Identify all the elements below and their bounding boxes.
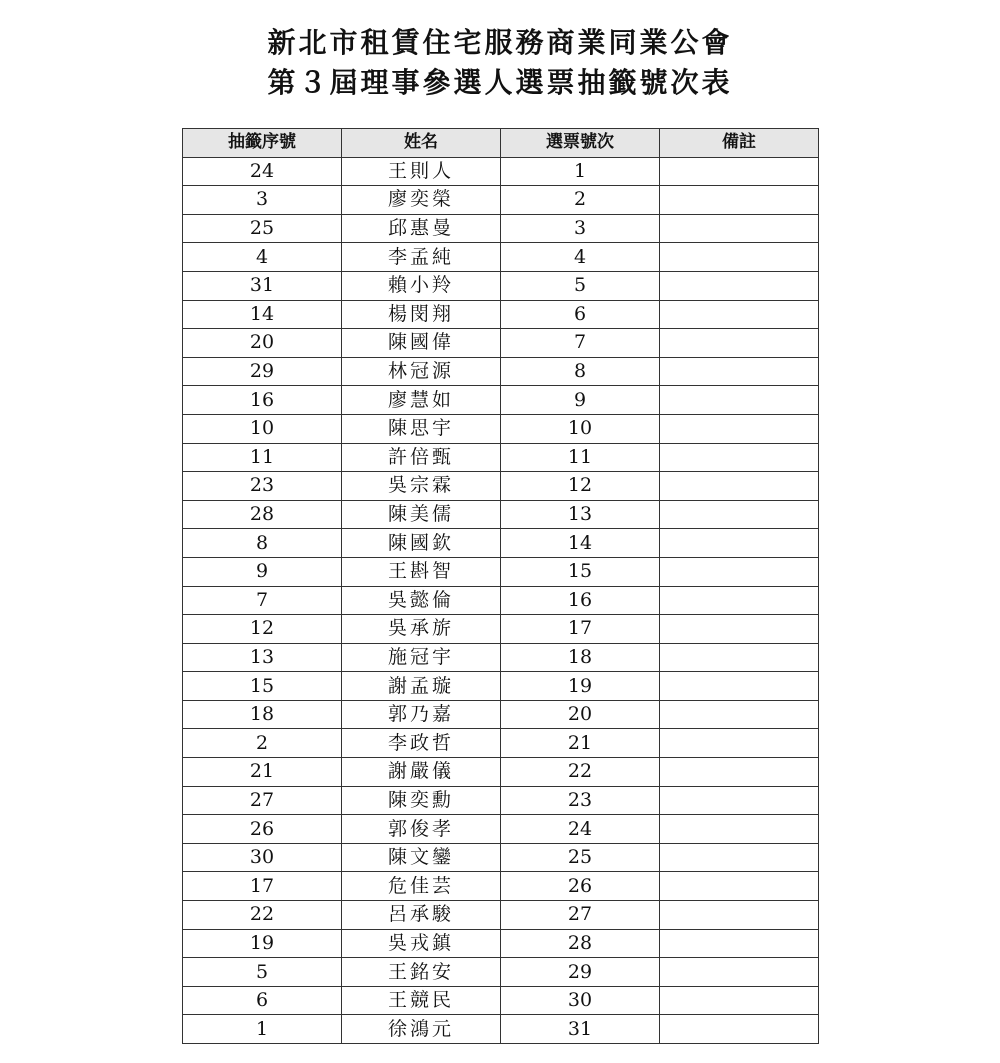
cell-remarks [660, 1015, 819, 1044]
cell-draw-number: 19 [183, 929, 342, 958]
cell-name: 王則人 [342, 157, 501, 186]
table-row [183, 500, 819, 529]
table-row [183, 586, 819, 615]
cell-ballot-number: 25 [501, 843, 660, 872]
cell-ballot-number: 21 [501, 729, 660, 758]
table-row [183, 958, 819, 987]
cell-remarks [660, 586, 819, 615]
cell-ballot-number: 12 [501, 472, 660, 501]
cell-remarks [660, 901, 819, 930]
cell-name: 謝孟璇 [342, 672, 501, 701]
table-row [183, 672, 819, 701]
cell-remarks [660, 758, 819, 787]
cell-name: 陳國偉 [342, 329, 501, 358]
table-row [183, 1015, 819, 1044]
cell-ballot-number: 13 [501, 500, 660, 529]
cell-name: 王銘安 [342, 958, 501, 987]
cell-name: 邱惠曼 [342, 214, 501, 243]
header-name: 姓名 [342, 129, 501, 158]
cell-name: 郭俊孝 [342, 815, 501, 844]
cell-remarks [660, 615, 819, 644]
cell-remarks [660, 300, 819, 329]
cell-ballot-number: 19 [501, 672, 660, 701]
cell-ballot-number: 11 [501, 443, 660, 472]
cell-ballot-number: 8 [501, 357, 660, 386]
table-row [183, 157, 819, 186]
table-row [183, 214, 819, 243]
cell-remarks [660, 815, 819, 844]
cell-ballot-number: 30 [501, 986, 660, 1015]
table-row [183, 472, 819, 501]
table-row [183, 872, 819, 901]
cell-remarks [660, 786, 819, 815]
header-draw-number: 抽籤序號 [183, 129, 342, 158]
document-title-line1: 新北市租賃住宅服務商業同業公會 [267, 26, 733, 59]
cell-ballot-number: 17 [501, 615, 660, 644]
cell-ballot-number: 28 [501, 929, 660, 958]
table-row [183, 700, 819, 729]
table-row [183, 929, 819, 958]
cell-draw-number: 10 [183, 414, 342, 443]
cell-draw-number: 3 [183, 186, 342, 215]
cell-draw-number: 26 [183, 815, 342, 844]
cell-name: 郭乃嘉 [342, 700, 501, 729]
cell-draw-number: 8 [183, 529, 342, 558]
cell-draw-number: 29 [183, 357, 342, 386]
cell-draw-number: 7 [183, 586, 342, 615]
table-row [183, 443, 819, 472]
cell-draw-number: 28 [183, 500, 342, 529]
table-row [183, 729, 819, 758]
cell-name: 林冠源 [342, 357, 501, 386]
cell-name: 李政哲 [342, 729, 501, 758]
cell-ballot-number: 1 [501, 157, 660, 186]
cell-draw-number: 2 [183, 729, 342, 758]
cell-remarks [660, 243, 819, 272]
cell-name: 徐鴻元 [342, 1015, 501, 1044]
cell-draw-number: 1 [183, 1015, 342, 1044]
cell-remarks [660, 500, 819, 529]
cell-name: 陳文鑾 [342, 843, 501, 872]
table-row [183, 901, 819, 930]
cell-remarks [660, 357, 819, 386]
header-remarks: 備註 [660, 129, 819, 158]
cell-name: 陳奕勳 [342, 786, 501, 815]
cell-draw-number: 20 [183, 329, 342, 358]
cell-remarks [660, 643, 819, 672]
cell-ballot-number: 10 [501, 414, 660, 443]
cell-name: 廖慧如 [342, 386, 501, 415]
cell-draw-number: 22 [183, 901, 342, 930]
cell-draw-number: 21 [183, 758, 342, 787]
cell-remarks [660, 186, 819, 215]
cell-remarks [660, 872, 819, 901]
table-row [183, 843, 819, 872]
cell-ballot-number: 26 [501, 872, 660, 901]
table-row [183, 186, 819, 215]
cell-name: 廖奕榮 [342, 186, 501, 215]
cell-draw-number: 5 [183, 958, 342, 987]
cell-ballot-number: 5 [501, 271, 660, 300]
table-header-row [183, 129, 819, 158]
cell-ballot-number: 20 [501, 700, 660, 729]
cell-ballot-number: 23 [501, 786, 660, 815]
table-row [183, 557, 819, 586]
cell-remarks [660, 214, 819, 243]
cell-ballot-number: 15 [501, 557, 660, 586]
table-row [183, 271, 819, 300]
cell-draw-number: 12 [183, 615, 342, 644]
cell-name: 陳思宇 [342, 414, 501, 443]
cell-remarks [660, 472, 819, 501]
cell-draw-number: 13 [183, 643, 342, 672]
cell-ballot-number: 4 [501, 243, 660, 272]
cell-draw-number: 11 [183, 443, 342, 472]
cell-ballot-number: 3 [501, 214, 660, 243]
cell-draw-number: 15 [183, 672, 342, 701]
table-row [183, 414, 819, 443]
cell-draw-number: 18 [183, 700, 342, 729]
cell-name: 危佳芸 [342, 872, 501, 901]
cell-draw-number: 17 [183, 872, 342, 901]
cell-name: 呂承駿 [342, 901, 501, 930]
cell-name: 吳懿倫 [342, 586, 501, 615]
cell-name: 謝嚴儀 [342, 758, 501, 787]
cell-name: 王斟智 [342, 557, 501, 586]
cell-remarks [660, 271, 819, 300]
cell-name: 吳宗霖 [342, 472, 501, 501]
cell-remarks [660, 557, 819, 586]
cell-draw-number: 24 [183, 157, 342, 186]
cell-draw-number: 6 [183, 986, 342, 1015]
cell-name: 陳國欽 [342, 529, 501, 558]
cell-draw-number: 16 [183, 386, 342, 415]
table-row [183, 386, 819, 415]
document-title-line2: 第３屆理事參選人選票抽籤號次表 [267, 66, 733, 99]
cell-draw-number: 4 [183, 243, 342, 272]
cell-ballot-number: 9 [501, 386, 660, 415]
cell-name: 楊閔翔 [342, 300, 501, 329]
cell-remarks [660, 329, 819, 358]
cell-remarks [660, 729, 819, 758]
cell-name: 吳戎鎮 [342, 929, 501, 958]
cell-remarks [660, 929, 819, 958]
table-row [183, 758, 819, 787]
table-row [183, 243, 819, 272]
table-row [183, 786, 819, 815]
cell-name: 賴小羚 [342, 271, 501, 300]
cell-name: 許倍甄 [342, 443, 501, 472]
cell-remarks [660, 700, 819, 729]
table-row [183, 615, 819, 644]
cell-draw-number: 25 [183, 214, 342, 243]
cell-remarks [660, 443, 819, 472]
cell-ballot-number: 6 [501, 300, 660, 329]
cell-name: 吳承旂 [342, 615, 501, 644]
cell-name: 李孟純 [342, 243, 501, 272]
cell-remarks [660, 958, 819, 987]
cell-ballot-number: 18 [501, 643, 660, 672]
cell-draw-number: 31 [183, 271, 342, 300]
cell-ballot-number: 14 [501, 529, 660, 558]
cell-remarks [660, 414, 819, 443]
table-row [183, 529, 819, 558]
table-row [183, 300, 819, 329]
table-row [183, 643, 819, 672]
cell-draw-number: 30 [183, 843, 342, 872]
cell-remarks [660, 986, 819, 1015]
ballot-number-table [182, 128, 819, 1044]
cell-name: 陳美儒 [342, 500, 501, 529]
table-body [183, 157, 819, 1043]
cell-ballot-number: 31 [501, 1015, 660, 1044]
cell-draw-number: 9 [183, 557, 342, 586]
cell-draw-number: 23 [183, 472, 342, 501]
cell-remarks [660, 672, 819, 701]
cell-remarks [660, 843, 819, 872]
cell-ballot-number: 24 [501, 815, 660, 844]
cell-name: 王競民 [342, 986, 501, 1015]
cell-remarks [660, 386, 819, 415]
table-row [183, 357, 819, 386]
cell-ballot-number: 22 [501, 758, 660, 787]
cell-ballot-number: 2 [501, 186, 660, 215]
cell-ballot-number: 27 [501, 901, 660, 930]
cell-ballot-number: 16 [501, 586, 660, 615]
cell-ballot-number: 7 [501, 329, 660, 358]
table-row [183, 815, 819, 844]
cell-remarks [660, 529, 819, 558]
cell-name: 施冠宇 [342, 643, 501, 672]
cell-draw-number: 14 [183, 300, 342, 329]
table-row [183, 329, 819, 358]
cell-ballot-number: 29 [501, 958, 660, 987]
cell-draw-number: 27 [183, 786, 342, 815]
header-ballot-number: 選票號次 [501, 129, 660, 158]
cell-remarks [660, 157, 819, 186]
table-row [183, 986, 819, 1015]
